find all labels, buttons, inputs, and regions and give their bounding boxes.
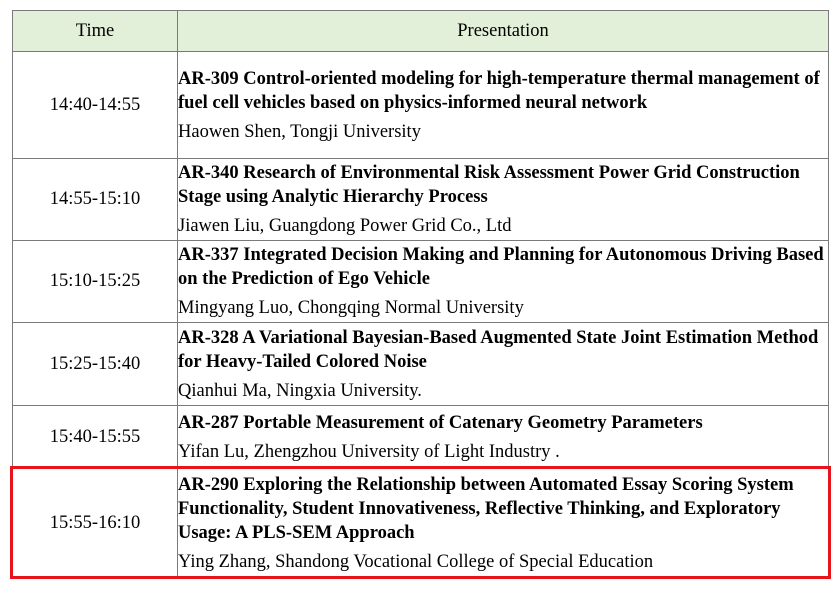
presentation-author: Qianhui Ma, Ningxia University. — [178, 380, 422, 401]
header-presentation: Presentation — [178, 11, 829, 52]
presentation-cell — [178, 159, 829, 241]
presentation-cell — [178, 469, 829, 578]
time-cell: 14:55-15:10 — [13, 159, 178, 241]
table-row — [13, 323, 829, 406]
table-row — [13, 52, 829, 159]
presentation-title: AR-340 Research of Environmental Risk Assessment Power Grid Construction Stage using Analytic Hierarchy Process — [178, 163, 800, 207]
time-cell: 15:55-16:10 — [13, 469, 178, 578]
presentation-cell — [178, 406, 829, 469]
presentation-author: Ying Zhang, Shandong Vocational College of Special Education — [178, 551, 654, 572]
presentation-cell — [178, 52, 829, 159]
time-cell: 14:40-14:55 — [13, 52, 178, 159]
presentation-author: Jiawen Liu, Guangdong Power Grid Co., Ltd — [178, 216, 512, 236]
presentation-author: Yifan Lu, Zhengzhou University of Light Industry . — [178, 441, 560, 462]
presentation-title: AR-328 A Variational Bayesian-Based Augmented State Joint Estimation Method for Heavy-Tailed Colored Noise — [178, 327, 819, 372]
presentation-author: Mingyang Luo, Chongqing Normal University — [178, 298, 524, 318]
presentation-cell — [178, 241, 829, 323]
presentation-cell — [178, 323, 829, 406]
table-row — [13, 159, 829, 241]
header-row — [13, 11, 829, 52]
table-row — [13, 241, 829, 323]
table-row-highlighted — [13, 469, 829, 578]
presentation-title: AR-309 Control-oriented modeling for high-temperature thermal management of fuel cell vehicles based on physics-informed neural network — [178, 68, 820, 113]
time-cell: 15:25-15:40 — [13, 323, 178, 406]
time-cell: 15:10-15:25 — [13, 241, 178, 323]
header-time: Time — [13, 11, 178, 52]
table-row — [13, 406, 829, 469]
presentation-title: AR-290 Exploring the Relationship between Automated Essay Scoring System Functionality, Student Innovativeness, Reflective Thinking, and Exploratory Usage: A PLS-SEM Approach — [178, 474, 794, 543]
schedule-table — [12, 10, 829, 578]
time-cell: 15:40-15:55 — [13, 406, 178, 469]
presentation-title: AR-287 Portable Measurement of Catenary Geometry Parameters — [178, 412, 703, 433]
presentation-author: Haowen Shen, Tongji University — [178, 121, 421, 142]
presentation-title: AR-337 Integrated Decision Making and Planning for Autonomous Driving Based on the Prediction of Ego Vehicle — [178, 245, 824, 289]
